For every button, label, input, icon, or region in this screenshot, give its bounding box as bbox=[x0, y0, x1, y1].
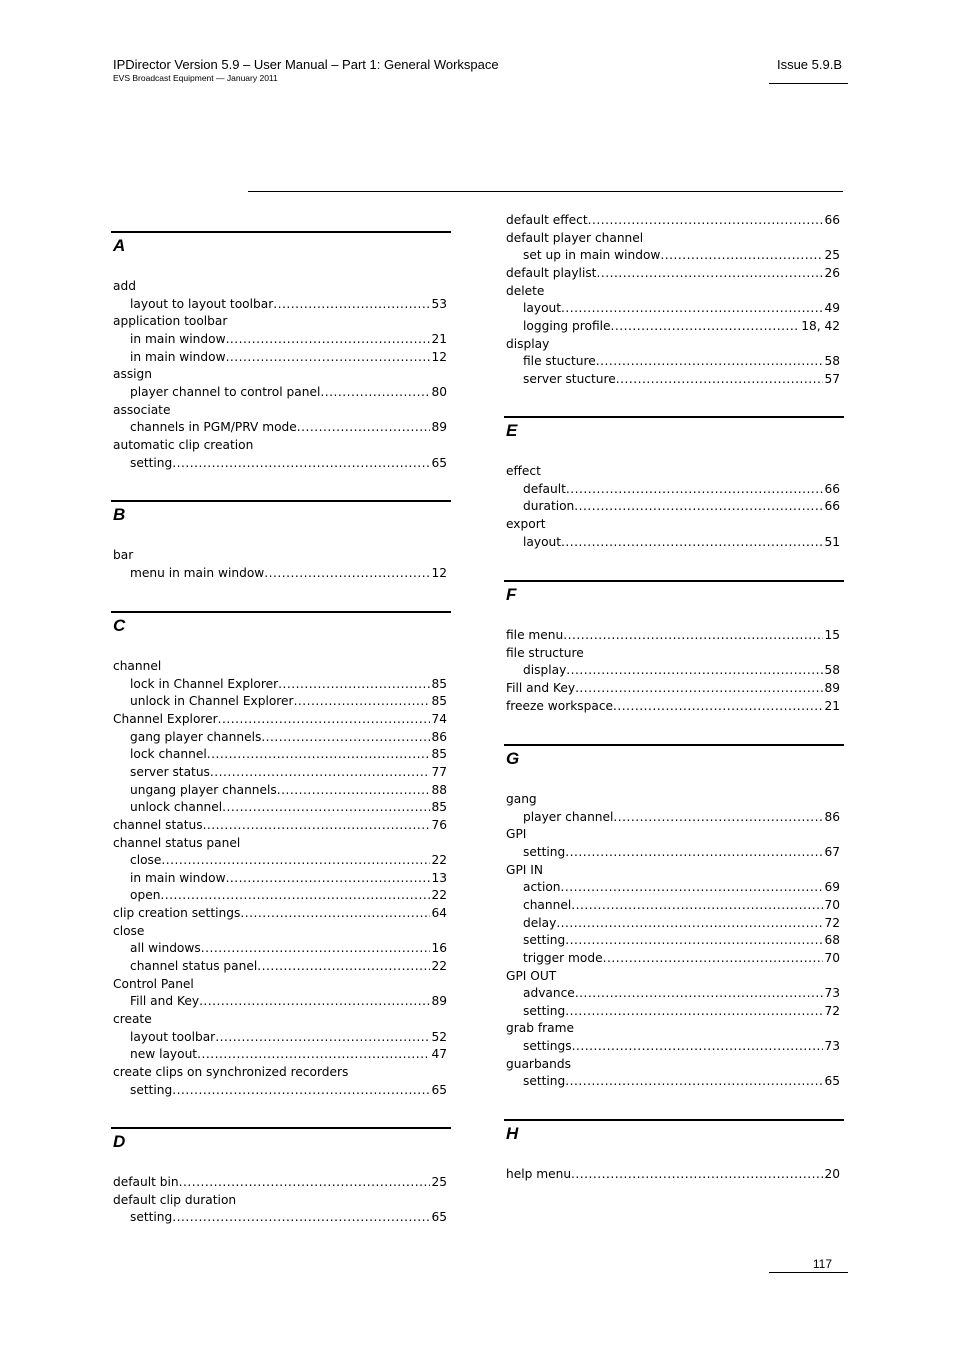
index-term: Fill and Key bbox=[506, 680, 576, 695]
index-term: channel bbox=[113, 659, 162, 673]
index-page-ref: 52 bbox=[431, 1029, 447, 1044]
dot-leader bbox=[660, 246, 823, 264]
index-entry bbox=[113, 710, 447, 728]
index-entry bbox=[506, 335, 840, 353]
index-subentry bbox=[523, 661, 840, 679]
index-entry bbox=[506, 861, 840, 879]
dot-leader bbox=[172, 454, 430, 472]
index-term: automatic clip creation bbox=[113, 437, 254, 452]
index-entry bbox=[506, 1165, 840, 1183]
index-page-ref: 22 bbox=[431, 888, 447, 903]
index-entry bbox=[113, 1173, 447, 1191]
dot-leader bbox=[566, 480, 824, 498]
dot-leader bbox=[277, 781, 431, 799]
dot-leader bbox=[561, 878, 824, 896]
index-term: help menu bbox=[506, 1167, 572, 1181]
index-subentry bbox=[523, 299, 840, 317]
index-page-ref: 70 bbox=[824, 950, 840, 965]
index-page-ref: 57 bbox=[824, 371, 840, 386]
header-rule bbox=[769, 83, 848, 84]
index-subentry bbox=[523, 317, 840, 335]
index-subentry bbox=[130, 992, 447, 1010]
index-subentry bbox=[523, 878, 840, 896]
index-subentry bbox=[523, 497, 840, 515]
index-term: setting bbox=[523, 933, 566, 948]
dot-leader bbox=[566, 661, 823, 679]
index-term: set up in main window bbox=[523, 248, 661, 263]
index-subentry bbox=[523, 931, 840, 949]
dot-leader bbox=[199, 992, 430, 1010]
index-page-ref: 21 bbox=[824, 698, 840, 713]
index-page-ref: 13 bbox=[431, 870, 447, 885]
index-term: player channel bbox=[523, 809, 614, 824]
index-entry bbox=[113, 657, 447, 675]
index-term: display bbox=[523, 663, 567, 678]
index-term: default effect bbox=[506, 213, 588, 227]
index-term: duration bbox=[523, 499, 575, 514]
index-page-ref: 58 bbox=[824, 354, 840, 369]
index-subentry bbox=[523, 352, 840, 370]
section-rule bbox=[504, 416, 844, 418]
index-term: layout bbox=[523, 301, 562, 316]
index-term: menu in main window bbox=[130, 565, 265, 580]
index-subentry bbox=[523, 533, 840, 551]
section-rule bbox=[504, 580, 844, 582]
index-term: layout to layout toolbar bbox=[130, 296, 274, 311]
index-entry bbox=[506, 697, 840, 715]
index-page-ref: 22 bbox=[431, 853, 447, 868]
dot-leader bbox=[201, 939, 431, 957]
index-entry bbox=[113, 816, 447, 834]
index-term: default player channel bbox=[506, 230, 644, 245]
dot-leader bbox=[273, 295, 430, 313]
index-page-ref: 72 bbox=[824, 1003, 840, 1018]
index-term: freeze workspace bbox=[506, 698, 614, 713]
footer-rule bbox=[769, 1272, 848, 1273]
section-rule bbox=[504, 1119, 844, 1121]
index-term: channel status bbox=[113, 817, 203, 832]
dot-leader bbox=[320, 383, 430, 401]
document-title: IPDirector Version 5.9 – User Manual – Part 1: General Workspace bbox=[113, 57, 499, 72]
index-subentry bbox=[130, 1208, 447, 1226]
index-subentry bbox=[130, 692, 447, 710]
index-page-ref: 66 bbox=[824, 499, 840, 514]
index-page-ref: 89 bbox=[824, 680, 840, 695]
dot-leader bbox=[161, 851, 430, 869]
index-term: Control Panel bbox=[113, 976, 194, 991]
index-term: GPI IN bbox=[506, 862, 543, 877]
index-page-ref: 85 bbox=[431, 676, 447, 691]
index-term: file stucture bbox=[523, 354, 596, 369]
index-term: setting bbox=[130, 1210, 173, 1225]
index-term: lock in Channel Explorer bbox=[130, 676, 279, 691]
index-term: export bbox=[506, 516, 546, 531]
section-rule bbox=[504, 744, 844, 746]
index-entry bbox=[113, 1191, 447, 1209]
index-term: display bbox=[506, 336, 550, 351]
index-term: assign bbox=[113, 367, 153, 382]
index-entry bbox=[113, 904, 447, 922]
index-subentry bbox=[523, 246, 840, 264]
index-page-ref: 15 bbox=[824, 628, 840, 642]
dot-leader bbox=[575, 984, 824, 1002]
dot-leader bbox=[203, 816, 431, 834]
index-page-ref: 64 bbox=[431, 906, 447, 921]
index-entry bbox=[113, 546, 447, 564]
index-subentry bbox=[130, 781, 447, 799]
index-term: in main window bbox=[130, 349, 226, 364]
dot-leader bbox=[596, 352, 824, 370]
index-term: GPI OUT bbox=[506, 968, 557, 983]
dot-leader bbox=[574, 497, 823, 515]
dot-leader bbox=[218, 710, 431, 728]
index-term: guarbands bbox=[506, 1056, 571, 1071]
section-letter: G bbox=[506, 749, 520, 768]
index-page-ref: 65 bbox=[431, 1210, 447, 1225]
index-entry bbox=[506, 282, 840, 300]
index-term: in main window bbox=[130, 331, 226, 346]
section-letter: C bbox=[113, 616, 126, 635]
dot-leader bbox=[294, 692, 431, 710]
index-term: channel status panel bbox=[130, 959, 258, 974]
index-term: player channel to control panel bbox=[130, 384, 321, 399]
index-term: setting bbox=[130, 1082, 173, 1097]
index-term: setting bbox=[130, 455, 173, 470]
index-subentry bbox=[523, 843, 840, 861]
index-page-ref: 68 bbox=[824, 933, 840, 948]
index-term: channel status panel bbox=[113, 835, 241, 850]
index-subentry bbox=[523, 1002, 840, 1020]
index-entry bbox=[506, 790, 840, 808]
index-page-ref: 77 bbox=[431, 764, 447, 779]
index-term: channels in PGM/PRV mode bbox=[130, 420, 297, 435]
section-letter: A bbox=[113, 236, 126, 255]
section-letter: D bbox=[113, 1132, 126, 1151]
index-subentry bbox=[130, 957, 447, 975]
index-page-ref: 66 bbox=[824, 481, 840, 496]
index-term: application toolbar bbox=[113, 314, 228, 329]
dot-leader bbox=[565, 843, 823, 861]
index-entry bbox=[506, 825, 840, 843]
index-term: setting bbox=[523, 844, 566, 859]
dot-leader bbox=[565, 931, 823, 949]
section-rule bbox=[111, 231, 451, 233]
index-term: unlock channel bbox=[130, 800, 223, 815]
index-subentry bbox=[130, 675, 447, 693]
dot-leader bbox=[561, 533, 823, 551]
index-page-ref: 65 bbox=[431, 455, 447, 470]
index-subentry bbox=[130, 454, 447, 472]
index-page-ref: 26 bbox=[824, 265, 840, 280]
dot-leader bbox=[222, 798, 430, 816]
index-entry bbox=[113, 834, 447, 852]
index-page-ref: 85 bbox=[431, 800, 447, 815]
index-term: delete bbox=[506, 283, 545, 298]
index-top-rule bbox=[248, 191, 843, 192]
index-page-ref: 25 bbox=[824, 248, 840, 263]
index-page-ref: 21 bbox=[431, 331, 447, 346]
index-page-ref: 16 bbox=[431, 941, 447, 956]
index-subentry bbox=[130, 418, 447, 436]
index-term: bar bbox=[113, 548, 134, 562]
index-entry bbox=[506, 515, 840, 533]
index-subentry bbox=[130, 1081, 447, 1099]
index-entry bbox=[506, 264, 840, 282]
index-entry bbox=[113, 365, 447, 383]
index-page-ref: 73 bbox=[824, 1039, 840, 1054]
dot-leader bbox=[210, 763, 431, 781]
index-entry bbox=[506, 211, 840, 229]
index-term: ungang player channels bbox=[130, 782, 277, 797]
index-page-ref: 12 bbox=[431, 565, 447, 580]
index-page-ref: 73 bbox=[824, 986, 840, 1001]
index-entry bbox=[113, 401, 447, 419]
dot-leader bbox=[197, 1045, 430, 1063]
document-subtitle: EVS Broadcast Equipment — January 2011 bbox=[113, 73, 278, 83]
index-term: layout toolbar bbox=[130, 1029, 216, 1044]
dot-leader bbox=[261, 728, 430, 746]
dot-leader bbox=[240, 904, 430, 922]
dot-leader bbox=[278, 675, 430, 693]
index-subentry bbox=[523, 984, 840, 1002]
index-term: in main window bbox=[130, 870, 226, 885]
index-entry bbox=[113, 277, 447, 295]
section-rule bbox=[111, 500, 451, 502]
index-term: all windows bbox=[130, 941, 201, 956]
index-term: file menu bbox=[506, 628, 564, 642]
section-rule bbox=[111, 611, 451, 613]
index-page-ref: 89 bbox=[431, 420, 447, 435]
index-page-ref: 88 bbox=[431, 782, 447, 797]
index-subentry bbox=[130, 886, 447, 904]
index-term: grab frame bbox=[506, 1021, 574, 1036]
section-letter: F bbox=[506, 585, 517, 604]
index-term: clip creation settings bbox=[113, 906, 241, 921]
index-page-ref: 65 bbox=[824, 1074, 840, 1089]
dot-leader bbox=[257, 957, 430, 975]
dot-leader bbox=[571, 1165, 823, 1183]
index-entry bbox=[113, 436, 447, 454]
index-term: trigger mode bbox=[523, 950, 603, 965]
section-rule bbox=[111, 1127, 451, 1129]
dot-leader bbox=[226, 330, 431, 348]
index-term: Channel Explorer bbox=[113, 711, 218, 726]
index-subentry bbox=[130, 1028, 447, 1046]
index-page-ref: 70 bbox=[824, 897, 840, 912]
index-page-ref: 58 bbox=[824, 663, 840, 678]
index-page-ref: 67 bbox=[824, 844, 840, 859]
index-entry bbox=[506, 229, 840, 247]
index-term: add bbox=[113, 279, 136, 293]
index-term: settings bbox=[523, 1039, 572, 1054]
index-term: close bbox=[113, 923, 145, 938]
index-term: GPI bbox=[506, 827, 527, 842]
dot-leader bbox=[616, 370, 824, 388]
index-entry bbox=[506, 1055, 840, 1073]
index-page-ref: 20 bbox=[824, 1167, 840, 1181]
dot-leader bbox=[571, 896, 823, 914]
index-term: unlock in Channel Explorer bbox=[130, 694, 294, 709]
index-subentry bbox=[523, 1037, 840, 1055]
issue-label: Issue 5.9.B bbox=[776, 57, 842, 72]
section-letter: E bbox=[506, 421, 518, 440]
index-term: default bin bbox=[113, 1175, 179, 1189]
index-term: new layout bbox=[130, 1047, 198, 1062]
index-page-ref: 89 bbox=[431, 994, 447, 1009]
index-page-ref: 18, 42 bbox=[801, 318, 840, 333]
index-term: create bbox=[113, 1012, 152, 1026]
index-term: associate bbox=[113, 402, 171, 417]
index-page-ref: 72 bbox=[824, 915, 840, 930]
index-entry bbox=[113, 1063, 447, 1081]
page-number: 117 bbox=[812, 1257, 832, 1271]
index-subentry bbox=[130, 728, 447, 746]
index-entry bbox=[113, 922, 447, 940]
dot-leader bbox=[226, 348, 431, 366]
dot-leader bbox=[172, 1081, 430, 1099]
index-term: channel bbox=[523, 897, 572, 912]
index-subentry bbox=[130, 798, 447, 816]
index-entry bbox=[506, 967, 840, 985]
index-term: default clip duration bbox=[113, 1192, 237, 1207]
index-term: advance bbox=[523, 986, 575, 1001]
dot-leader bbox=[613, 697, 823, 715]
index-term: close bbox=[130, 853, 162, 868]
index-term: server status bbox=[130, 764, 210, 779]
index-term: action bbox=[523, 880, 561, 895]
dot-leader bbox=[613, 808, 823, 826]
index-page-ref: 85 bbox=[431, 694, 447, 709]
dot-leader bbox=[207, 745, 431, 763]
index-entry bbox=[113, 312, 447, 330]
dot-leader bbox=[575, 679, 823, 697]
index-term: layout bbox=[523, 534, 562, 549]
index-entry bbox=[506, 1019, 840, 1037]
section-letter: H bbox=[506, 1124, 519, 1143]
dot-leader bbox=[596, 264, 823, 282]
dot-leader bbox=[588, 211, 824, 229]
index-term: server stucture bbox=[523, 371, 616, 386]
index-term: setting bbox=[523, 1074, 566, 1089]
dot-leader bbox=[565, 1002, 823, 1020]
index-page-ref: 69 bbox=[824, 880, 840, 895]
index-term: open bbox=[130, 888, 161, 903]
index-page-ref: 47 bbox=[431, 1047, 447, 1062]
index-subentry bbox=[130, 348, 447, 366]
index-page-ref: 25 bbox=[431, 1175, 447, 1189]
index-subentry bbox=[130, 383, 447, 401]
index-subentry bbox=[523, 914, 840, 932]
index-term: lock channel bbox=[130, 747, 207, 762]
index-subentry bbox=[130, 939, 447, 957]
index-subentry bbox=[130, 564, 447, 582]
dot-leader bbox=[297, 418, 431, 436]
index-term: gang player channels bbox=[130, 729, 262, 744]
index-subentry bbox=[523, 1072, 840, 1090]
index-term: setting bbox=[523, 1003, 566, 1018]
index-subentry bbox=[130, 745, 447, 763]
index-subentry bbox=[130, 330, 447, 348]
index-term: default bbox=[523, 481, 566, 496]
index-page-ref: 76 bbox=[431, 817, 447, 832]
index-entry bbox=[506, 462, 840, 480]
dot-leader bbox=[226, 869, 431, 887]
dot-leader bbox=[215, 1028, 430, 1046]
index-subentry bbox=[523, 370, 840, 388]
index-term: create clips on synchronized recorders bbox=[113, 1064, 349, 1079]
index-term: default playlist bbox=[506, 265, 597, 280]
index-entry bbox=[506, 679, 840, 697]
index-term: Fill and Key bbox=[130, 994, 200, 1009]
index-subentry bbox=[130, 763, 447, 781]
index-subentry bbox=[523, 949, 840, 967]
dot-leader bbox=[603, 949, 824, 967]
dot-leader bbox=[565, 1072, 823, 1090]
index-page-ref: 86 bbox=[431, 729, 447, 744]
dot-leader bbox=[611, 317, 801, 335]
index-page-ref: 74 bbox=[431, 711, 447, 726]
index-subentry bbox=[523, 808, 840, 826]
index-page-ref: 12 bbox=[431, 349, 447, 364]
dot-leader bbox=[264, 564, 430, 582]
index-entry bbox=[113, 975, 447, 993]
index-page-ref: 66 bbox=[824, 213, 840, 227]
dot-leader bbox=[556, 914, 823, 932]
index-entry bbox=[506, 644, 840, 662]
index-page-ref: 85 bbox=[431, 747, 447, 762]
index-entry bbox=[113, 1010, 447, 1028]
index-term: effect bbox=[506, 464, 541, 478]
index-page-ref: 80 bbox=[431, 384, 447, 399]
index-term: logging profile bbox=[523, 318, 611, 333]
index-page-ref: 22 bbox=[431, 959, 447, 974]
index-subentry bbox=[130, 851, 447, 869]
index-page-ref: 65 bbox=[431, 1082, 447, 1097]
index-subentry bbox=[130, 295, 447, 313]
index-term: delay bbox=[523, 915, 557, 930]
index-page-ref: 49 bbox=[824, 301, 840, 316]
dot-leader bbox=[563, 626, 823, 644]
index-page-ref: 86 bbox=[824, 809, 840, 824]
index-subentry bbox=[130, 869, 447, 887]
dot-leader bbox=[160, 886, 430, 904]
index-term: gang bbox=[506, 792, 537, 806]
index-subentry bbox=[130, 1045, 447, 1063]
index-subentry bbox=[523, 480, 840, 498]
index-page-ref: 51 bbox=[824, 534, 840, 549]
index-term: file structure bbox=[506, 645, 584, 660]
dot-leader bbox=[179, 1173, 431, 1191]
index-page-ref: 53 bbox=[431, 296, 447, 311]
index-subentry bbox=[523, 896, 840, 914]
dot-leader bbox=[561, 299, 823, 317]
dot-leader bbox=[572, 1037, 824, 1055]
dot-leader bbox=[172, 1208, 430, 1226]
section-letter: B bbox=[113, 505, 126, 524]
index-entry bbox=[506, 626, 840, 644]
